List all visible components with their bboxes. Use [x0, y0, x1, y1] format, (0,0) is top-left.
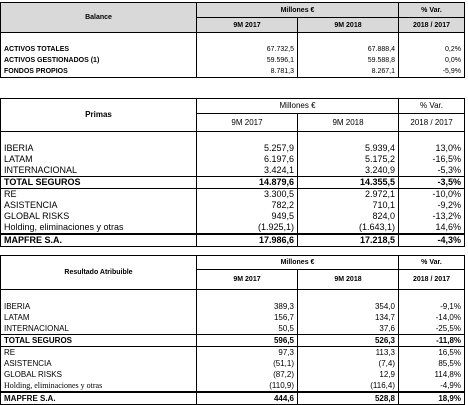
table-row: [1, 33, 465, 45]
value-cell: 8.781,3: [197, 66, 298, 78]
value-cell: 3.424,1: [197, 165, 298, 177]
value-cell: 389,3: [197, 301, 298, 312]
variation-value: -9,2%: [399, 200, 465, 211]
table-row: [1, 392, 465, 405]
value-cell: 14.355,5: [298, 177, 399, 189]
value-cell: (51,1): [197, 358, 298, 369]
resultado-header-label: Resultado Atribuible: [1, 256, 197, 290]
row-label: MAPFRE S.A.: [1, 392, 197, 405]
row-label: RE: [1, 189, 197, 201]
table-row: [1, 234, 465, 247]
variation-value: -14,0%: [399, 312, 465, 323]
value-cell: 59.596,1: [197, 55, 298, 66]
primas-table: [0, 98, 465, 247]
variation-value: 18,9%: [399, 392, 465, 405]
value-cell: 5.257,9: [197, 143, 298, 154]
variation-value: -13,2%: [399, 211, 465, 222]
row-label: Holding, eliminaciones y otras: [1, 222, 197, 234]
value-cell: 824,0: [298, 211, 399, 222]
variation-value: -11,8%: [399, 335, 465, 347]
value-cell: (7,4): [298, 358, 399, 369]
value-cell: 526,3: [298, 335, 399, 347]
table-row: [1, 55, 465, 66]
balance-var-label: % Var.: [399, 3, 465, 18]
row-label: LATAM: [1, 154, 197, 165]
row-label: INTERNACIONAL: [1, 165, 197, 177]
value-cell: 134,7: [298, 312, 399, 323]
value-cell: (1.643,1): [298, 222, 399, 234]
primas-col-2018: 9M 2018: [298, 114, 399, 132]
resultado-units-label: Millones €: [197, 256, 399, 270]
primas-var-label: % Var.: [399, 99, 465, 114]
balance-units-label: Millones €: [197, 3, 399, 18]
table-row: [1, 335, 465, 347]
value-cell: 5.175,2: [298, 154, 399, 165]
row-label: ACTIVOS GESTIONADOS (1): [1, 55, 197, 66]
balance-table: [0, 2, 465, 78]
variation-value: 14,6%: [399, 222, 465, 234]
table-row: [1, 154, 465, 165]
value-cell: 37,6: [298, 323, 399, 335]
value-cell: 67.888,4: [298, 44, 399, 55]
balance-col-2017: 9M 2017: [197, 18, 298, 33]
balance-col-2018: 9M 2018: [298, 18, 399, 33]
value-cell: 782,2: [197, 200, 298, 211]
table-row: [1, 165, 465, 177]
value-cell: 2.972,1: [298, 189, 399, 201]
value-cell: 528,8: [298, 392, 399, 405]
variation-value: -3,5%: [399, 177, 465, 189]
value-cell: 710,1: [298, 200, 399, 211]
primas-col-2017: 9M 2017: [197, 114, 298, 132]
table-row: [1, 312, 465, 323]
value-cell: 3.240,9: [298, 165, 399, 177]
table-row: [1, 301, 465, 312]
variation-value: -9,1%: [399, 301, 465, 312]
value-cell: 97,3: [197, 347, 298, 359]
resultado-table: [0, 255, 465, 405]
value-cell: 5.939,4: [298, 143, 399, 154]
table-row: [1, 177, 465, 189]
value-cell: 14.879,6: [197, 177, 298, 189]
table-row: [1, 323, 465, 335]
row-label: IBERIA: [1, 301, 197, 312]
value-cell: (110,9): [197, 380, 298, 392]
variation-value: 114,8%: [399, 369, 465, 380]
value-cell: 113,3: [298, 347, 399, 359]
table-row: [1, 290, 465, 302]
row-label: RE: [1, 347, 197, 359]
variation-value: 0,0%: [399, 55, 465, 66]
row-label: GLOBAL RISKS: [1, 369, 197, 380]
variation-value: 85,5%: [399, 358, 465, 369]
primas-units-label: Millones €: [197, 99, 399, 114]
value-cell: 6.197,6: [197, 154, 298, 165]
variation-value: -10,0%: [399, 189, 465, 201]
table-row: [1, 200, 465, 211]
table-row: [1, 143, 465, 154]
row-label: INTERNACIONAL: [1, 323, 197, 335]
value-cell: 156,7: [197, 312, 298, 323]
table-row: [1, 358, 465, 369]
value-cell: (116,4): [298, 380, 399, 392]
table-row: [1, 347, 465, 359]
resultado-var-label: % Var.: [399, 256, 465, 270]
value-cell: 12,9: [298, 369, 399, 380]
variation-value: 13,0%: [399, 143, 465, 154]
row-label: GLOBAL RISKS: [1, 211, 197, 222]
balance-header-label: Balance: [1, 3, 197, 33]
value-cell: 949,5: [197, 211, 298, 222]
table-row: [1, 380, 465, 392]
value-cell: 444,6: [197, 392, 298, 405]
resultado-col-2018: 9M 2018: [298, 270, 399, 290]
variation-value: -4,9%: [399, 380, 465, 392]
row-label: ACTIVOS TOTALES: [1, 44, 197, 55]
variation-value: -4,3%: [399, 234, 465, 247]
value-cell: 17.218,5: [298, 234, 399, 247]
value-cell: 50,5: [197, 323, 298, 335]
row-label: ASISTENCIA: [1, 200, 197, 211]
variation-value: 0,2%: [399, 44, 465, 55]
row-label: ASISTENCIA: [1, 358, 197, 369]
row-label: MAPFRE S.A.: [1, 234, 197, 247]
resultado-col-var: 2018 / 2017: [399, 270, 465, 290]
value-cell: 3.300,5: [197, 189, 298, 201]
balance-col-var: 2018 / 2017: [399, 18, 465, 33]
variation-value: -25,5%: [399, 323, 465, 335]
row-label: LATAM: [1, 312, 197, 323]
row-label: IBERIA: [1, 143, 197, 154]
table-row: [1, 211, 465, 222]
primas-col-var: 2018 / 2017: [399, 114, 465, 132]
table-row: [1, 66, 465, 78]
row-label: Holding, eliminaciones y otras: [1, 380, 197, 392]
value-cell: 67.732,5: [197, 44, 298, 55]
table-row: [1, 132, 465, 144]
variation-value: -16,5%: [399, 154, 465, 165]
table-row: [1, 369, 465, 380]
value-cell: 17.986,6: [197, 234, 298, 247]
row-label: FONDOS PROPIOS: [1, 66, 197, 78]
variation-value: 16,5%: [399, 347, 465, 359]
value-cell: 59.588,8: [298, 55, 399, 66]
value-cell: 8.267,1: [298, 66, 399, 78]
variation-value: -5,3%: [399, 165, 465, 177]
resultado-col-2017: 9M 2017: [197, 270, 298, 290]
value-cell: (87,2): [197, 369, 298, 380]
primas-header-label: Primas: [1, 99, 197, 132]
variation-value: -5,9%: [399, 66, 465, 78]
table-row: [1, 189, 465, 201]
row-label: TOTAL SEGUROS: [1, 335, 197, 347]
value-cell: 596,5: [197, 335, 298, 347]
value-cell: (1.925,1): [197, 222, 298, 234]
row-label: TOTAL SEGUROS: [1, 177, 197, 189]
value-cell: 354,0: [298, 301, 399, 312]
table-row: [1, 222, 465, 234]
table-row: [1, 44, 465, 55]
